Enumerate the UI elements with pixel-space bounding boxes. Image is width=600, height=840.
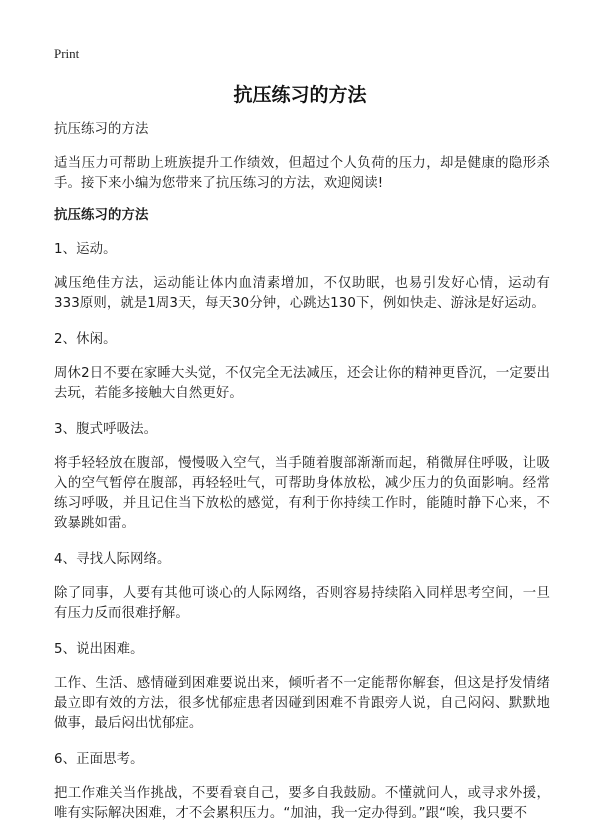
item-title-leisure: 2、休闲。 <box>54 332 117 347</box>
document-subtitle: 抗压练习的方法 <box>54 122 149 137</box>
item-title-positive-thinking: 6、正面思考。 <box>54 752 144 767</box>
item-title-exercise: 1、运动。 <box>54 242 117 257</box>
section-heading: 抗压练习的方法 <box>54 208 149 223</box>
item-body-network: 除了同事，人要有其他可谈心的人际网络，否则容易持续陷入同样思考空间，一旦有压力反而很难抒解。 <box>54 586 550 621</box>
item-body-leisure: 周休2日不要在家睡大头觉，不仅完全无法减压，还会让你的精神更昏沉，一定要出去玩，若能多接触大自然更好。 <box>54 366 550 401</box>
item-title-breathing: 3、腹式呼吸法。 <box>54 422 158 437</box>
item-body-positive-thinking: 把工作难关当作挑战，不要看衰自己，要多自我鼓励。不懂就问人，或寻求外援，唯有实际解决困难，才不会累积压力。“加油，我一定办得到。”跟“唉，我只要不 <box>54 786 550 821</box>
document-title: 抗压练习的方法 <box>233 84 367 106</box>
intro-paragraph: 适当压力可帮助上班族提升工作绩效，但超过个人负荷的压力，却是健康的隐形杀手。接下来小编为您带来了抗压练习的方法，欢迎阅读! <box>54 156 550 191</box>
item-body-breathing: 将手轻轻放在腹部，慢慢吸入空气，当手随着腹部渐渐而起，稍微屏住呼吸，让吸入的空气暂停在腹部，再轻轻吐气，可帮助身体放松，减少压力的负面影响。经常练习呼吸，并且记住当下放松的感觉，有利于你持续工作时，能随时静下心来，不致暴跳如雷。 <box>54 456 550 531</box>
item-body-exercise: 减压绝佳方法，运动能让体内血清素增加，不仅助眠，也易引发好心情，运动有333原则，就是1周3天，每天30分钟，心跳达130下，例如快走、游泳是好运动。 <box>54 276 550 311</box>
print-link[interactable]: Print <box>54 46 80 61</box>
item-body-speak-out: 工作、生活、感情碰到困难要说出来，倾听者不一定能帮你解套，但这是抒发情绪最立即有效的方法，很多忧郁症患者因碰到困难不肯跟旁人说，自己闷闷、默默地做事，最后闷出忧郁症。 <box>54 676 550 731</box>
item-title-speak-out: 5、说出困难。 <box>54 642 144 657</box>
item-title-network: 4、寻找人际网络。 <box>54 552 171 567</box>
document-body <box>54 120 550 840</box>
